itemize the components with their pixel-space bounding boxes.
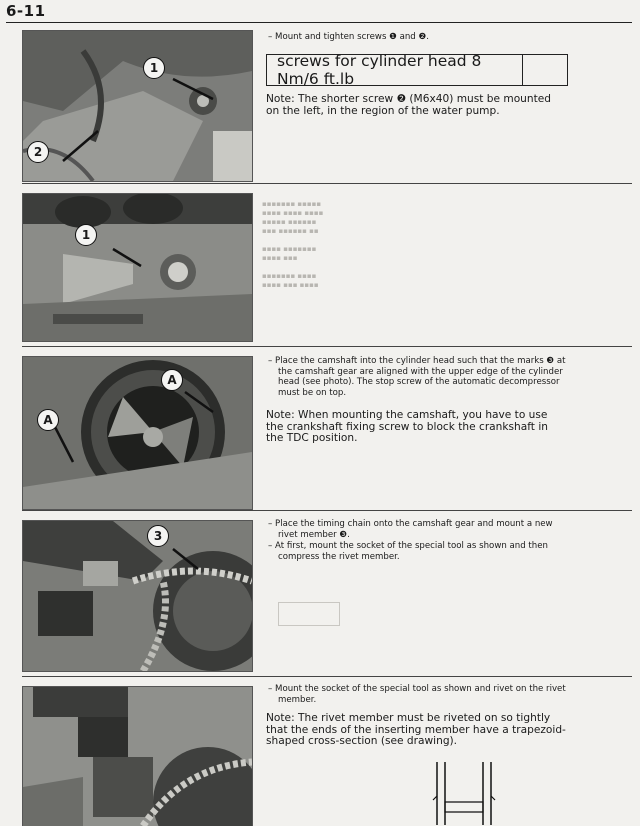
torque-spec-empty-cell <box>522 55 567 85</box>
section-divider <box>22 183 632 184</box>
instruction-place-timing-chain: – Place the timing chain onto the camshaft gear and mount a new rivet member ❸. <box>268 519 553 540</box>
bleed-through-text: ▪▪▪▪▪▪▪ ▪▪▪▪▪ ▪▪▪▪ ▪▪▪▪ ▪▪▪▪ ▪▪▪▪▪ ▪▪▪▪▪▪ ▪▪▪ ▪▪▪▪▪▪ ▪▪ ▪▪▪▪ ▪▪▪▪▪▪▪ ▪▪▪▪ ▪▪▪ ▪▪▪▪▪▪▪ ▪▪▪▪ ▪▪▪▪ ▪▪▪ ▪▪▪▪ <box>262 200 324 289</box>
note-rivet-trapezoid: Note: The rivet member must be riveted on so tightly that the ends of the inserting member have a trapezoid-shaped cross-section (see drawing). <box>266 712 566 748</box>
photo-cylinder-head-screws <box>22 30 253 182</box>
photo-special-tool-rivet <box>22 686 253 826</box>
page-number: 6-11 <box>6 2 46 20</box>
note-camshaft-tdc: Note: When mounting the camshaft, you have to use the crankshaft fixing screw to block the crankshaft in the TDC position. <box>266 409 548 445</box>
callout-a: A <box>161 369 183 391</box>
callout-1: 1 <box>75 224 97 246</box>
section-divider <box>22 676 632 677</box>
bleed-through-box <box>278 602 340 626</box>
section3-text <box>266 356 566 445</box>
callout-3: 3 <box>147 525 169 547</box>
section-divider <box>22 510 632 511</box>
torque-spec-text: screws for cylinder head 8 Nm/6 ft.lb <box>277 52 482 88</box>
callout-1: 1 <box>143 57 165 79</box>
photo-water-pump-screw <box>22 193 253 342</box>
header-rule <box>6 22 632 23</box>
section4-text <box>266 519 566 563</box>
instruction-mount-screws: – Mount and tighten screws ❶ and ❷. <box>268 32 429 42</box>
torque-spec-box <box>266 54 568 86</box>
instruction-compress-rivet: – At first, mount the socket of the special tool as shown and then compress the rivet member. <box>268 541 548 562</box>
section1-note <box>266 94 566 117</box>
section5-text <box>266 684 566 748</box>
section-divider <box>22 346 632 347</box>
instruction-rivet-member: – Mount the socket of the special tool as shown and rivet on the rivet member. <box>268 684 566 705</box>
callout-a: A <box>37 409 59 431</box>
photo-camshaft-gear-marks <box>22 356 253 510</box>
callout-2: 2 <box>27 141 49 163</box>
section1-text <box>266 32 566 44</box>
rivet-member-drawing <box>425 762 525 825</box>
note-shorter-screw: Note: The shorter screw ❷ (M6x40) must be mounted on the left, in the region of the water pump. <box>266 93 552 117</box>
instruction-place-camshaft: – Place the camshaft into the cylinder head such that the marks ❸ at the camshaft gear are aligned with the upper edge of the cylinder head (see photo). The stop screw of the automatic decompressor must be on top. <box>268 356 566 398</box>
photo-timing-chain-rivet <box>22 520 253 672</box>
bleed-through-margin <box>600 420 630 620</box>
